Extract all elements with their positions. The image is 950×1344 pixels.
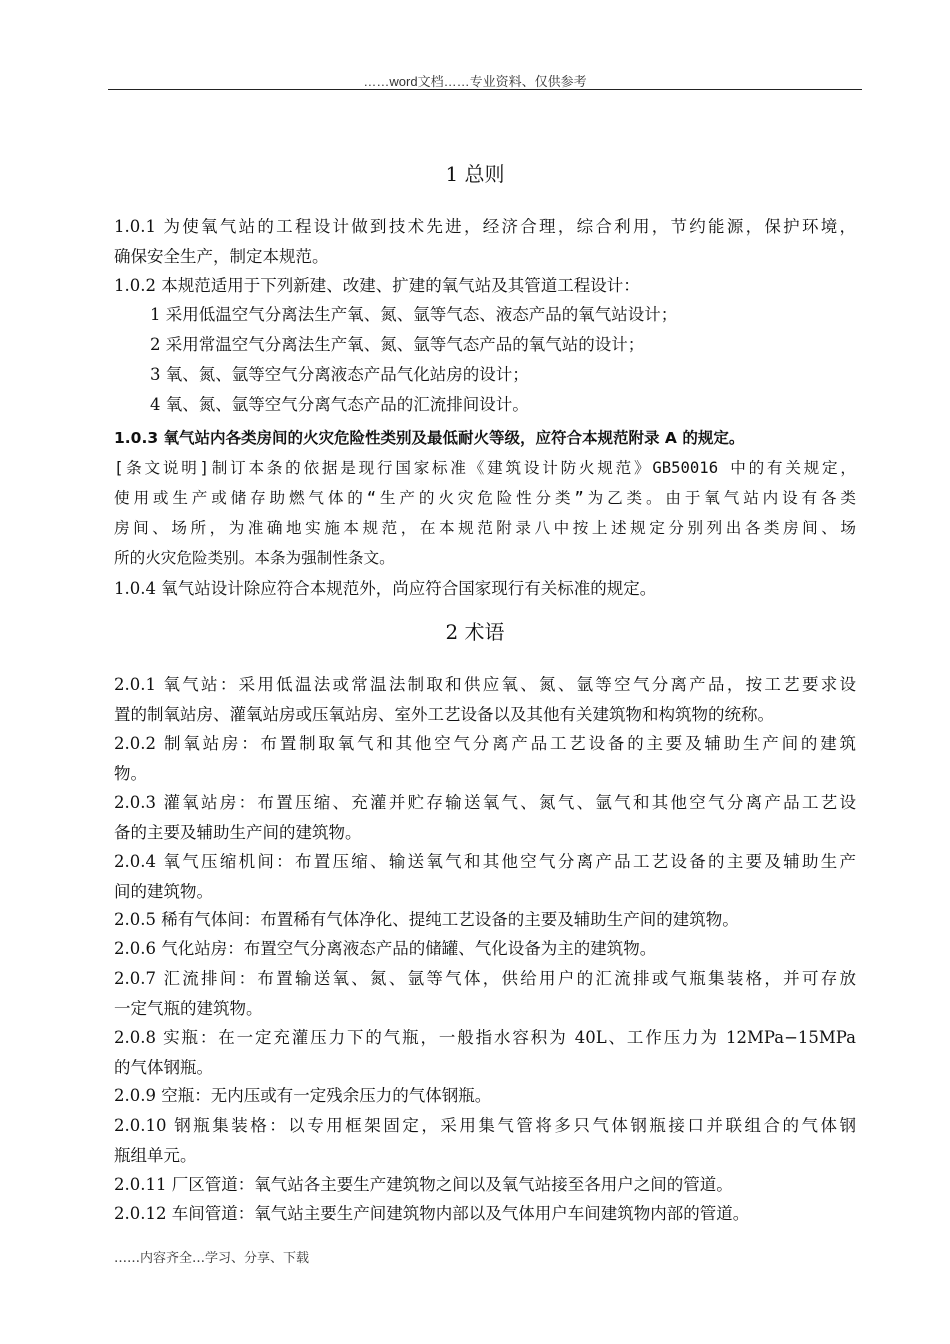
- term-2-0-6: 2.0.6 气化站房：布置空气分离液态产品的储罐、气化设备为主的建筑物。: [114, 939, 657, 958]
- term-2-0-1: 2.0.1 氧气站：采用低温法或常温法制取和供应氧、氮、氩等空气分离产品，按工艺要求设: [114, 675, 856, 694]
- clause-1-0-2-item-3: 3 氧、氮、氩等空气分离液态产品气化站房的设计；: [150, 365, 529, 384]
- term-2-0-11: 2.0.11 厂区管道：氧气站各主要生产建筑物之间以及氧气站接至各用户之间的管道。: [114, 1175, 733, 1194]
- term-2-0-8-cont: 的气体钢瓶。: [114, 1058, 213, 1077]
- term-2-0-10-cont: 瓶组单元。: [114, 1146, 197, 1165]
- term-2-0-7: 2.0.7 汇流排间：布置输送氧、氮、氩等气体，供给用户的汇流排或气瓶集装格，并可存放: [114, 969, 856, 988]
- clause-note-line-4: 所的火灾危险类别。本条为强制性条文。: [114, 549, 395, 567]
- clause-1-0-2-item-1: 1 采用低温空气分离法生产氧、氮、氩等气态、液态产品的氧气站设计；: [150, 305, 678, 324]
- term-2-0-9: 2.0.9 空瓶：无内压或有一定残余压力的气体钢瓶。: [114, 1086, 492, 1105]
- page-header-text: ……word文档……专业资料、仅供参考: [363, 74, 587, 89]
- term-2-0-8: 2.0.8 实瓶：在一定充灌压力下的气瓶，一般指水容积为 40L、工作压力为 12MPa−15MPa: [114, 1028, 856, 1047]
- clause-1-0-2-item-4: 4 氧、氮、氩等空气分离气态产品的汇流排间设计。: [150, 395, 529, 414]
- term-2-0-4-cont: 间的建筑物。: [114, 882, 213, 901]
- term-2-0-12: 2.0.12 车间管道：氧气站主要生产间建筑物内部以及气体用户车间建筑物内部的管道。: [114, 1204, 750, 1223]
- clause-1-0-1: 1.0.1 为使氧气站的工程设计做到技术先进，经济合理，综合利用，节约能源，保护环境，: [114, 217, 856, 236]
- term-2-0-3: 2.0.3 灌氧站房：布置压缩、充灌并贮存输送氧气、氮气、氩气和其他空气分离产品工艺设: [114, 793, 856, 812]
- page-footer-text: ……内容齐全…学习、分享、下载: [114, 1251, 310, 1266]
- term-2-0-4: 2.0.4 氧气压缩机间：布置压缩、输送氧气和其他空气分离产品工艺设备的主要及辅助生产: [114, 852, 856, 871]
- clause-note-line-1: [条文说明]制订本条的依据是现行国家标准《建筑设计防火规范》GB50016 中的有关规定，: [114, 459, 856, 477]
- clause-1-0-2-item-2: 2 采用常温空气分离法生产氧、氮、氩等气态产品的氧气站的设计；: [150, 335, 645, 354]
- clause-1-0-2: 1.0.2 本规范适用于下列新建、改建、扩建的氧气站及其管道工程设计：: [114, 276, 640, 295]
- clause-1-0-3: 1.0.3 氧气站内各类房间的火灾危险性类别及最低耐火等级，应符合本规范附录 A 的规定。: [114, 429, 745, 447]
- term-2-0-3-cont: 备的主要及辅助生产间的建筑物。: [114, 823, 362, 842]
- clause-1-0-4: 1.0.4 氧气站设计除应符合本规范外，尚应符合国家现行有关标准的规定。: [114, 579, 657, 598]
- term-2-0-1-cont: 置的制氧站房、灌氧站房或压氧站房、室外工艺设备以及其他有关建筑物和构筑物的统称。: [114, 705, 774, 724]
- section-title-general: 1 总则: [445, 162, 505, 186]
- term-2-0-7-cont: 一定气瓶的建筑物。: [114, 999, 263, 1018]
- term-2-0-2-cont: 物。: [114, 764, 147, 783]
- term-2-0-5: 2.0.5 稀有气体间：布置稀有气体净化、提纯工艺设备的主要及辅助生产间的建筑物。: [114, 910, 739, 929]
- term-2-0-10: 2.0.10 钢瓶集装格：以专用框架固定，采用集气管将多只气体钢瓶接口并联组合的气体钢: [114, 1116, 856, 1135]
- clause-1-0-1-cont: 确保安全生产，制定本规范。: [114, 247, 329, 266]
- clause-note-line-3: 房间、场所，为准确地实施本规范，在本规范附录八中按上述规定分别列出各类房间、场: [114, 519, 856, 537]
- clause-note-line-2: 使用或生产或储存助燃气体的“生产的火灾危险性分类”为乙类。由于氧气站内设有各类: [114, 489, 856, 507]
- section-title-terms: 2 术语: [445, 620, 505, 644]
- term-2-0-2: 2.0.2 制氧站房：布置制取氧气和其他空气分离产品工艺设备的主要及辅助生产间的建筑: [114, 734, 856, 753]
